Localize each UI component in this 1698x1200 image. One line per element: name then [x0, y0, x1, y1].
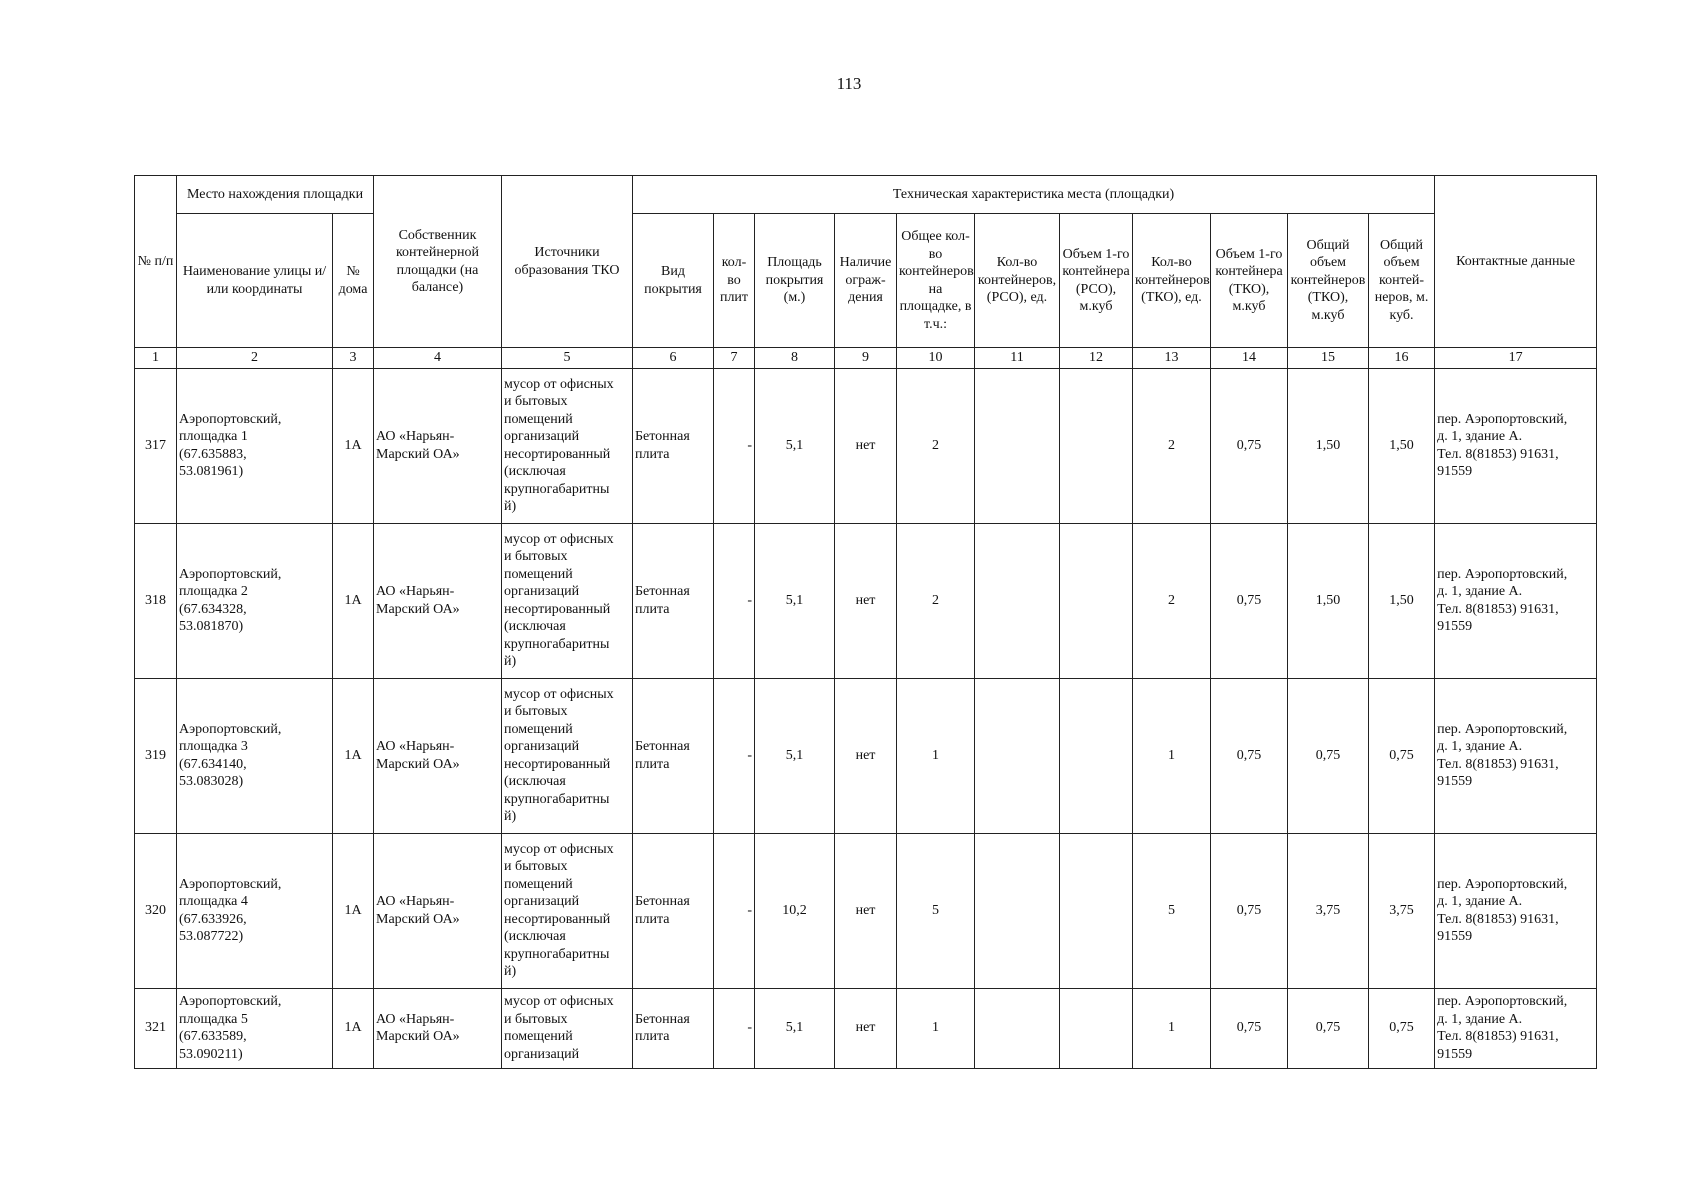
row-source-text: мусор от офисных и бытовых помещений организаций несортированный (исключая крупногабаритны й): [504, 686, 614, 824]
table-row: [135, 523, 1597, 678]
row-street: [177, 678, 333, 833]
column-number: 8: [755, 348, 835, 369]
row-street-text: Аэропортовский, площадка 1 (67.635883, 53.081961): [179, 411, 282, 479]
row-tko-count: 2: [1133, 368, 1211, 523]
row-fence: нет: [835, 833, 897, 988]
header-tko-volume: Объем 1-го контейнера (ТКО), м.куб: [1211, 214, 1288, 348]
row-tko-total: 0,75: [1288, 988, 1369, 1068]
header-location-group: Место нахождения площадки: [177, 176, 374, 214]
row-source-text: мусор от офисных и бытовых помещений организаций несортированный (исключая крупногабаритны й): [504, 841, 614, 979]
row-source: [502, 988, 633, 1068]
column-number: 15: [1288, 348, 1369, 369]
row-street-text: Аэропортовский, площадка 3 (67.634140, 53.083028): [179, 721, 282, 789]
row-owner: АО «Нарьян-Марский ОА»: [374, 678, 502, 833]
column-number: 17: [1435, 348, 1597, 369]
header-technical-group: Техническая характеристика места (площадки): [633, 176, 1435, 214]
column-number: 3: [333, 348, 374, 369]
row-contacts: [1435, 833, 1597, 988]
row-house: 1А: [333, 368, 374, 523]
row-plates: -: [714, 988, 755, 1068]
row-area: 5,1: [755, 523, 835, 678]
row-plates: -: [714, 833, 755, 988]
row-area: 10,2: [755, 833, 835, 988]
header-plates: кол-во плит: [714, 214, 755, 348]
row-total-volume: 0,75: [1369, 678, 1435, 833]
row-tko-count: 5: [1133, 833, 1211, 988]
row-source-text: мусор от офисных и бытовых помещений организаций: [504, 994, 614, 1062]
row-source: [502, 523, 633, 678]
row-plates: -: [714, 523, 755, 678]
row-surface: Бетонная плита: [633, 833, 714, 988]
row-owner: АО «Нарьян-Марский ОА»: [374, 988, 502, 1068]
header-area: Площадь покрытия (м.): [755, 214, 835, 348]
row-source: [502, 368, 633, 523]
row-tko-total: 3,75: [1288, 833, 1369, 988]
row-total-containers: 1: [897, 678, 975, 833]
header-tko-total: Общий объем контейнеров (ТКО), м.куб: [1288, 214, 1369, 348]
column-number: 5: [502, 348, 633, 369]
row-total-volume: 0,75: [1369, 988, 1435, 1068]
column-number: 9: [835, 348, 897, 369]
row-source: [502, 678, 633, 833]
row-surface: Бетонная плита: [633, 988, 714, 1068]
row-tko-count: 2: [1133, 523, 1211, 678]
column-number: 6: [633, 348, 714, 369]
row-rso-count: [975, 368, 1060, 523]
row-tko-volume: 0,75: [1211, 368, 1288, 523]
row-tko-total: 1,50: [1288, 368, 1369, 523]
header-contacts: Контактные данные: [1435, 176, 1597, 348]
row-rso-count: [975, 833, 1060, 988]
row-rso-count: [975, 988, 1060, 1068]
row-street: [177, 833, 333, 988]
row-house: 1А: [333, 523, 374, 678]
row-no: 317: [135, 368, 177, 523]
table-row: [135, 988, 1597, 1068]
row-area: 5,1: [755, 988, 835, 1068]
header-total-volume: Общий объем контей-неров, м. куб.: [1369, 214, 1435, 348]
row-no: 321: [135, 988, 177, 1068]
row-total-volume: 1,50: [1369, 368, 1435, 523]
column-number: 1: [135, 348, 177, 369]
row-no: 320: [135, 833, 177, 988]
header-owner: Собственник контейнерной площадки (на балансе): [374, 176, 502, 348]
column-number: 12: [1060, 348, 1133, 369]
row-street-text: Аэропортовский, площадка 4 (67.633926, 53.087722): [179, 876, 282, 944]
row-rso-volume: [1060, 523, 1133, 678]
row-fence: нет: [835, 988, 897, 1068]
row-plates: -: [714, 678, 755, 833]
row-no: 318: [135, 523, 177, 678]
row-contacts-text: пер. Аэропортовский, д. 1, здание А. Тел. 8(81853) 91631, 91559: [1437, 566, 1568, 634]
row-surface: Бетонная плита: [633, 368, 714, 523]
row-total-volume: 1,50: [1369, 523, 1435, 678]
row-total-containers: 2: [897, 523, 975, 678]
row-plates: -: [714, 368, 755, 523]
row-area: 5,1: [755, 678, 835, 833]
row-source-text: мусор от офисных и бытовых помещений организаций несортированный (исключая крупногабаритны й): [504, 376, 614, 514]
row-owner: АО «Нарьян-Марский ОА»: [374, 368, 502, 523]
row-tko-count: 1: [1133, 678, 1211, 833]
row-total-containers: 1: [897, 988, 975, 1068]
header-total-containers: Общее кол-во контейнеров на площадке, в т.ч.:: [897, 214, 975, 348]
row-contacts-text: пер. Аэропортовский, д. 1, здание А. Тел. 8(81853) 91631, 91559: [1437, 721, 1568, 789]
column-number: 7: [714, 348, 755, 369]
header-rso-volume: Объем 1-го контейнера (РСО), м.куб: [1060, 214, 1133, 348]
row-fence: нет: [835, 678, 897, 833]
row-street: [177, 368, 333, 523]
row-tko-volume: 0,75: [1211, 678, 1288, 833]
row-contacts: [1435, 988, 1597, 1068]
row-tko-total: 0,75: [1288, 678, 1369, 833]
header-fence: Наличие ограж-дения: [835, 214, 897, 348]
row-street-text: Аэропортовский, площадка 5 (67.633589, 53.090211): [179, 994, 282, 1062]
row-rso-count: [975, 523, 1060, 678]
row-no: 319: [135, 678, 177, 833]
row-street: [177, 988, 333, 1068]
table-row: [135, 368, 1597, 523]
row-tko-count: 1: [1133, 988, 1211, 1068]
row-street-text: Аэропортовский, площадка 2 (67.634328, 53.081870): [179, 566, 282, 634]
row-rso-volume: [1060, 368, 1133, 523]
column-number: 4: [374, 348, 502, 369]
row-contacts-text: пер. Аэропортовский, д. 1, здание А. Тел. 8(81853) 91631, 91559: [1437, 994, 1568, 1062]
column-number-row: [135, 348, 1597, 369]
row-surface: Бетонная плита: [633, 523, 714, 678]
row-tko-volume: 0,75: [1211, 523, 1288, 678]
row-area: 5,1: [755, 368, 835, 523]
row-fence: нет: [835, 523, 897, 678]
row-house: 1А: [333, 833, 374, 988]
column-number: 10: [897, 348, 975, 369]
column-number: 11: [975, 348, 1060, 369]
column-number: 16: [1369, 348, 1435, 369]
column-number: 14: [1211, 348, 1288, 369]
row-owner: АО «Нарьян-Марский ОА»: [374, 833, 502, 988]
row-source: [502, 833, 633, 988]
row-rso-volume: [1060, 678, 1133, 833]
row-tko-volume: 0,75: [1211, 988, 1288, 1068]
header-street: Наименование улицы и/или координаты: [177, 214, 333, 348]
row-surface: Бетонная плита: [633, 678, 714, 833]
row-street: [177, 523, 333, 678]
row-source-text: мусор от офисных и бытовых помещений организаций несортированный (исключая крупногабаритны й): [504, 531, 614, 669]
header-tko-count: Кол-во контейнеров (ТКО), ед.: [1133, 214, 1211, 348]
row-contacts: [1435, 523, 1597, 678]
row-contacts: [1435, 368, 1597, 523]
header-house: № дома: [333, 214, 374, 348]
row-rso-volume: [1060, 988, 1133, 1068]
row-rso-count: [975, 678, 1060, 833]
header-source: Источники образования ТКО: [502, 176, 633, 348]
row-total-containers: 5: [897, 833, 975, 988]
row-house: 1А: [333, 678, 374, 833]
row-owner: АО «Нарьян-Марский ОА»: [374, 523, 502, 678]
row-total-volume: 3,75: [1369, 833, 1435, 988]
row-tko-total: 1,50: [1288, 523, 1369, 678]
header-no: № п/п: [135, 176, 177, 348]
container-sites-table: [134, 175, 1597, 1069]
row-house: 1А: [333, 988, 374, 1068]
row-fence: нет: [835, 368, 897, 523]
page-number: 113: [836, 74, 862, 93]
column-number: 2: [177, 348, 333, 369]
header-surface: Вид покрытия: [633, 214, 714, 348]
table-row: [135, 833, 1597, 988]
row-contacts-text: пер. Аэропортовский, д. 1, здание А. Тел. 8(81853) 91631, 91559: [1437, 411, 1568, 479]
column-number: 13: [1133, 348, 1211, 369]
row-contacts-text: пер. Аэропортовский, д. 1, здание А. Тел. 8(81853) 91631, 91559: [1437, 876, 1568, 944]
table-row: [135, 678, 1597, 833]
row-rso-volume: [1060, 833, 1133, 988]
row-total-containers: 2: [897, 368, 975, 523]
row-contacts: [1435, 678, 1597, 833]
header-rso-count: Кол-во контейнеров, (РСО), ед.: [975, 214, 1060, 348]
row-tko-volume: 0,75: [1211, 833, 1288, 988]
